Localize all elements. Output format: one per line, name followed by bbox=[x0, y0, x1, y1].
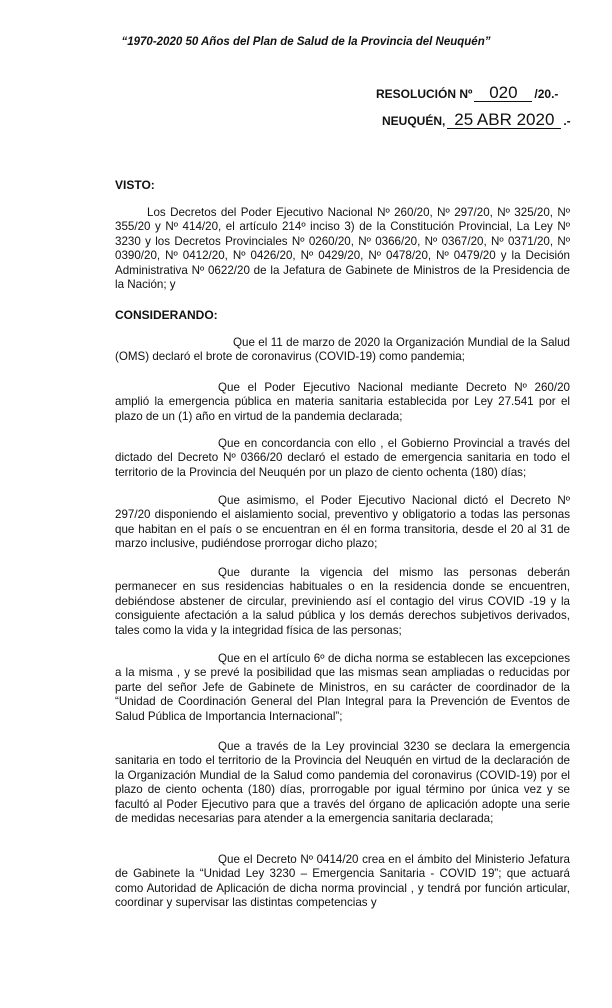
considerando-title: CONSIDERANDO: bbox=[115, 308, 218, 322]
header-motto: “1970-2020 50 Años del Plan de Salud de la Provincia del Neuquén” bbox=[121, 36, 491, 48]
considerando-paragraph-4: Que asimismo, el Poder Ejecutivo Nacional dictó el Decreto Nº 297/20 disponiendo el aislamiento social, preventivo y obligatorio a todas las personas que habitan en el país o se encuentran en él en forma transitoria, desde el 20 al 31 de marzo inclusive, pudiéndose prorrogar dicho plazo; bbox=[115, 494, 570, 551]
considerando-paragraph-2: Que el Poder Ejecutivo Nacional mediante Decreto Nº 260/20 amplió la emergencia pública en materia sanitaria establecida por Ley 27.541 por el plazo de un (1) año en virtud de la pandemia declarada; bbox=[115, 381, 570, 423]
considerando-paragraph-6: Que en el artículo 6º de dicha norma se establecen las excepciones a la misma , y se prevé la posibilidad que las mismas sean ampliadas o reducidas por parte del señor Jefe de Gabinete de Ministros, en su carácter de coordinador de la “Unidad de Coordinación General del Plan Integral para la Prevención de Eventos de Salud Pública de Importancia Internacional”; bbox=[115, 652, 570, 723]
resolution-number: 020 bbox=[474, 85, 532, 102]
considerando-paragraph-3: Que en concordancia con ello , el Gobierno Provincial a través del dictado del Decreto Nº 0366/20 declaró el estado de emergencia sanitaria en todo el territorio de la Provincia del Neuquén por un plazo de ciento ochenta (180) días; bbox=[115, 437, 570, 479]
considerando-paragraph-5: Que durante la vigencia del mismo las personas deberán permanecer en sus residencias habituales o en la residencia donde se encuentren, debiéndose abstener de circular, previniendo así el contagio del virus COVID -19 y la consiguiente afectación a la salud pública y los demás derechos subjetivos derivados, tales como la vida y la integridad física de las personas; bbox=[115, 566, 570, 637]
resolution-suffix: /20.- bbox=[534, 87, 559, 101]
considerando-paragraph-8: Que el Decreto Nº 0414/20 crea en el ámbito del Ministerio Jefatura de Gabinete la “Unidad Ley 3230 – Emergencia Sanitaria - COVID 19”; que actuará como Autoridad de Aplicación de dicha norma provincial , y tendrá por función articular, coordinar y supervisar las distintas competencias y bbox=[115, 853, 570, 910]
visto-title: VISTO: bbox=[115, 178, 155, 192]
date-suffix: .- bbox=[563, 114, 571, 128]
resolution-date: 25 ABR 2020 bbox=[447, 112, 561, 129]
place-label: NEUQUÉN, bbox=[382, 114, 446, 128]
resolution-date-line bbox=[382, 112, 592, 129]
considerando-paragraph-1: Que el 11 de marzo de 2020 la Organización Mundial de la Salud (OMS) declaró el brote de coronavirus (COVID-19) como pandemia; bbox=[115, 336, 570, 364]
resolution-label: RESOLUCIÓN Nº bbox=[376, 87, 473, 101]
visto-paragraph: Los Decretos del Poder Ejecutivo Nacional Nº 260/20, Nº 297/20, Nº 325/20, Nº 355/20 y Nº 414/20, el artículo 214º inciso 3) de la Constitución Provincial, La Ley Nº 3230 y los Decretos Provinciales Nº 0260/20, Nº 0366/20, Nº 0367/20, Nº 0371/20, Nº 0390/20, Nº 0412/20, Nº 0426/20, Nº 0429/20, Nº 0478/20, Nº 0479/20 y la Decisión Administrativa Nº 0622/20 de la Jefatura de Gabinete de Ministros de la Presidencia de la Nación; y bbox=[115, 206, 570, 292]
considerando-paragraph-7: Que a través de la Ley provincial 3230 se declara la emergencia sanitaria en todo el territorio de la Provincia del Neuquén en virtud de la declaración de la Organización Mundial de la Salud como pandemia del coronavirus (COVID-19) por el plazo de ciento ochenta (180) días, prorrogable por igual término por única vez y se facultó al Poder Ejecutivo para que a través del órgano de aplicación adopte una serie de medidas necesarias para atender a la emergencia sanitaria declarada; bbox=[115, 740, 570, 826]
resolution-number-line bbox=[376, 85, 576, 102]
